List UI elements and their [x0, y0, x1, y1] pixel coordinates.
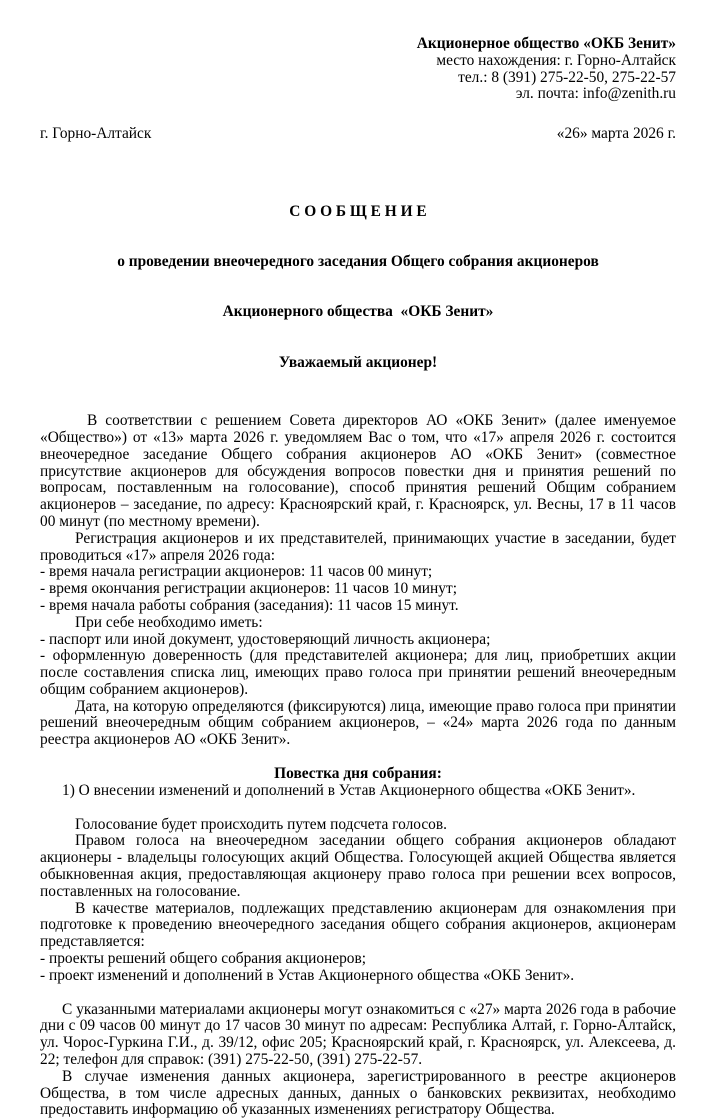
dateline: [40, 126, 676, 143]
agenda-item-1: 1) О внесении изменений и дополнений в Устав Акционерного общества «ОКБ Зенит».: [62, 781, 636, 799]
paragraph-voting-rights: Правом голоса на внеочередном заседании общего собрания акционеров обладают акционеры - владельцы голосующих акций Общества. Голосующей акцией Общества является обыкновенная акция, предоставляющая акционеру право голоса при решении всех вопросов, поставленных на голосование.: [40, 832, 676, 900]
dateline-date: «26» марта 2026 г.: [556, 125, 676, 143]
company-location: место нахождения: г. Горно-Алтайск: [436, 51, 676, 69]
paragraph-materials-access: С указанными материалами акционеры могут ознакомиться с «27» марта 2026 года в рабочие дни с 09 часов 00 минут до 17 часов 30 минут по адресам: Республика Алтай, г. Горно-Алтайск, ул. Чорос-Гуркина Г.И., д. 39/12, офис 205; Красноярский край, г. Красноярск, ул. Алексеева, д. 22; телефон для справок: (391) 275-22-50, (391) 275-22-57.: [40, 1000, 676, 1069]
paragraph-bring-with-you: При себе необходимо иметь:: [75, 613, 263, 631]
list-item-power-of-attorney: - оформленную доверенность (для представителей акционера; для лиц, приобретших акции после составления списка лиц, имеющих право голоса при принятии решений внеочередным общим собранием акционеров).: [40, 647, 676, 698]
title-salutation: Уважаемый акционер!: [278, 353, 438, 371]
agenda-heading: Повестка дня собрания:: [274, 765, 442, 783]
list-item-registration-start: - время начала регистрации акционеров: 11 часов 00 минут;: [40, 563, 433, 581]
title-heading: С О О Б Щ Е Н И Е: [289, 202, 427, 220]
paragraph-intro-notice: В соответствии с решением Совета директоров АО «ОКБ Зенит» (далее именуемое «Общество») от «13» марта 2026 г. уведомляем Вас о том, что «17» апреля 2026 г. состоится внеочередное заседание Общего собрания акционеров АО «ОКБ Зенит» (совместное присутствие акционеров для обсуждения вопросов повестки дня и принятия решений по вопросам, поставленным на голосование), способ принятия решений Общим собранием акционеров – заседание, по адресу: Красноярский край, г. Красноярск, ул. Весны, 17 в 11 часов 00 минут (по местному времени).: [40, 412, 676, 530]
paragraph-data-change-notice: В случае изменения данных акционера, зарегистрированного в реестре акционеров Общества, в том числе адресных данных, данных о банковских реквизитах, необходимо предоставить информацию об указанных изменениях регистратору Общества.: [40, 1067, 676, 1119]
dateline-city: г. Горно-Алтайск: [40, 125, 152, 143]
paragraph-voting-method: Голосование будет происходить путем подсчета голосов.: [75, 815, 447, 833]
title-subtitle-2: Акционерного общества «ОКБ Зенит»: [222, 303, 494, 321]
document-title: [40, 170, 676, 405]
company-phone: тел.: 8 (391) 275-22-50, 275-22-57: [458, 68, 676, 86]
paragraph-record-date: Дата, на которую определяются (фиксируются) лица, имеющие право голоса при принятии решений внеочередным общим собранием акционеров, – «24» марта 2026 года по данным реестра акционеров АО «ОКБ Зенит».: [40, 697, 676, 749]
company-header: [40, 36, 676, 103]
paragraph-materials-provided: В качестве материалов, подлежащих представлению акционерам для ознакомления при подготовке к проведению внеочередного заседания общего собрания акционеров, акционерам представляется:: [40, 899, 676, 951]
paragraph-registration: Регистрация акционеров и их представителей, принимающих участие в заседании, будет проводиться «17» апреля 2026 года:: [40, 529, 676, 564]
list-item-draft-charter-amendments: - проект изменений и дополнений в Устав Акционерного общества «ОКБ Зенит».: [40, 966, 575, 984]
list-item-meeting-start: - время начала работы собрания (заседания): 11 часов 15 минут.: [40, 596, 459, 614]
company-email: эл. почта: info@zenith.ru: [515, 85, 676, 103]
company-name: Акционерное общество «ОКБ Зенит»: [416, 35, 676, 52]
title-subtitle-1: о проведении внеочередного заседания Общего собрания акционеров: [117, 252, 599, 270]
list-item-registration-end: - время окончания регистрации акционеров: 11 часов 10 минут;: [40, 580, 457, 598]
list-item-passport: - паспорт или иной документ, удостоверяющий личность акционера;: [40, 630, 491, 648]
list-item-draft-resolutions: - проекты решений общего собрания акционеров;: [40, 950, 367, 968]
